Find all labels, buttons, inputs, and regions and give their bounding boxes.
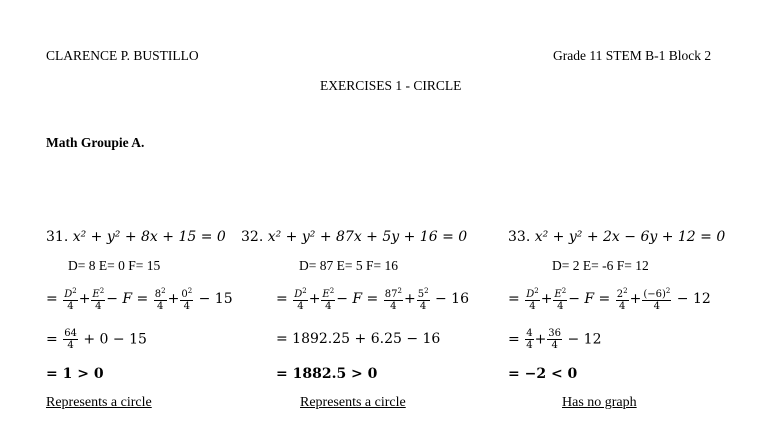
problem-32-conclusion: Represents a circle xyxy=(300,395,406,410)
problem-32-expression: x² + y² + 87x + 5y + 16 = 0 xyxy=(267,229,468,245)
problem-33-conclusion: Has no graph xyxy=(562,395,637,410)
problem-33-coefficients: D= 2 E= -6 F= 12 xyxy=(552,258,649,273)
problem-32-step1-tail: − 16 xyxy=(434,291,469,307)
problem-32-result: = 1882.5 > 0 xyxy=(276,366,378,382)
problem-33-result: = −2 < 0 xyxy=(508,366,578,382)
problem-33-step2: = $\frac{4}{4}$ + $\frac{36}{4}$ − 12 xyxy=(508,328,602,351)
page-title: EXERCISES 1 - CIRCLE xyxy=(320,78,462,93)
problem-31-step2: = $\frac{64}{4}$ + 0 − 15 xyxy=(46,328,147,351)
problem-32-step1: = $\frac{D^2}{4}$ + $\frac{E^2}{4}$ − F = $\frac{87^2}{4}$ + $\frac{5^2}{4}$ − 16 xyxy=(276,287,469,312)
problem-33-step2-tail: − 12 xyxy=(567,331,602,348)
problem-31-step1: = $\frac{D^2}{4}$ + $\frac{E^2}{4}$ − F = $\frac{8^2}{4}$ + $\frac{0^2}{4}$ − 15 xyxy=(46,287,233,312)
problem-31-step2-tail: + 0 − 15 xyxy=(83,331,147,348)
problem-33-step1: = $\frac{D^2}{4}$ + $\frac{E^2}{4}$ − F = $\frac{2^2}{4}$ + $\frac{(-6)^2}{4}$ − 12 xyxy=(508,287,711,312)
problem-31-result: = 1 > 0 xyxy=(46,366,104,382)
group-name: Math Groupie A. xyxy=(46,135,145,150)
problem-31-coefficients: D= 8 E= 0 F= 15 xyxy=(68,258,161,273)
problem-32-step2: = 1892.25 + 6.25 − 16 xyxy=(276,331,441,347)
problem-33-equation xyxy=(508,229,725,245)
problem-32-number: 32. xyxy=(241,229,264,245)
problem-31-conclusion: Represents a circle xyxy=(46,395,152,410)
problem-31-equation xyxy=(46,229,226,245)
problem-31-expression: x² + y² + 8x + 15 = 0 xyxy=(72,229,226,245)
problem-33-expression: x² + y² + 2x − 6y + 12 = 0 xyxy=(534,229,726,245)
problem-33-step1-tail: − 12 xyxy=(676,291,711,307)
problem-32-equation xyxy=(241,229,467,245)
problem-32-coefficients: D= 87 E= 5 F= 16 xyxy=(299,258,398,273)
student-name: CLARENCE P. BUSTILLO xyxy=(46,48,199,63)
grade-section: Grade 11 STEM B-1 Block 2 xyxy=(553,48,712,63)
problem-31-step1-tail: − 15 xyxy=(198,291,233,307)
problem-33-number: 33. xyxy=(508,229,531,245)
problem-31-number: 31. xyxy=(46,229,69,245)
